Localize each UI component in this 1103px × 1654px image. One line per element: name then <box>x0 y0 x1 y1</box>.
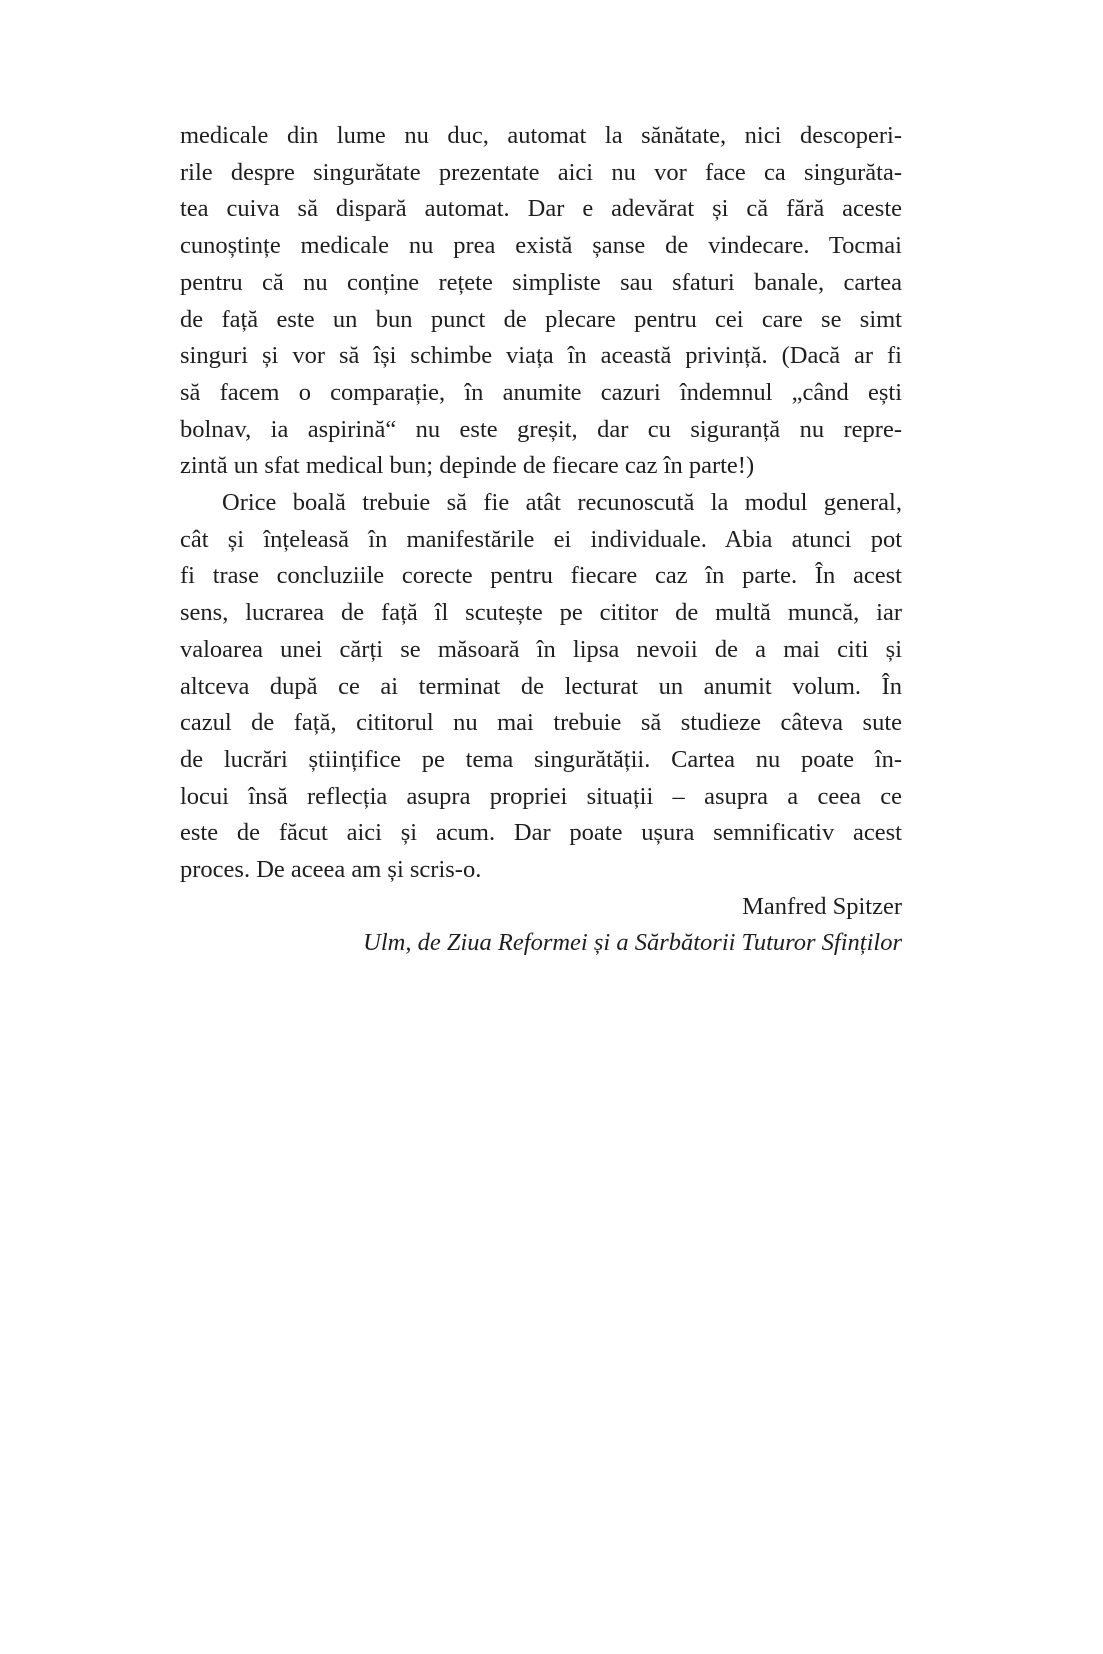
text-line: este de făcut aici și acum. Dar poate ușura semnificativ acest <box>180 819 902 847</box>
text-line: zintă un sfat medical bun; depinde de fiecare caz în parte!) <box>180 452 755 480</box>
text-line: pentru că nu conține rețete simpliste sau sfaturi banale, cartea <box>180 268 902 296</box>
page-text-block <box>180 118 902 962</box>
text-line: singuri și vor să își schimbe viața în această privință. (Dacă ar fi <box>180 342 902 370</box>
paragraph-2 <box>180 485 902 889</box>
text-line: altceva după ce ai terminat de lecturat un anumit volum. În <box>180 672 902 700</box>
text-line: tea cuiva să dispară automat. Dar e adevărat și că fără aceste <box>180 195 902 223</box>
text-line: de lucrări științifice pe tema singurătății. Cartea nu poate în- <box>180 745 902 773</box>
text-line: fi trase concluziile corecte pentru fiecare caz în parte. În acest <box>180 562 902 590</box>
text-line: de față este un bun punct de plecare pentru cei care se simt <box>180 305 902 333</box>
text-line: cazul de față, cititorul nu mai trebuie să studieze câteva sute <box>180 709 902 737</box>
text-line: rile despre singurătate prezentate aici nu vor face ca singurăta- <box>180 158 902 186</box>
paragraph-1 <box>180 118 902 485</box>
signature-block <box>180 889 902 962</box>
text-line: locui însă reflecția asupra propriei situații – asupra a ceea ce <box>180 782 902 810</box>
text-line: valoarea unei cărți se măsoară în lipsa nevoii de a mai citi și <box>180 635 902 663</box>
text-line: să facem o comparație, în anumite cazuri îndemnul „când ești <box>180 378 902 406</box>
text-line: sens, lucrarea de față îl scutește pe cititor de multă muncă, iar <box>180 599 902 627</box>
text-line: medicale din lume nu duc, automat la sănătate, nici descoperi- <box>180 122 902 149</box>
text-line: Orice boală trebuie să fie atât recunoscută la modul general, <box>222 489 902 517</box>
text-line: proces. De aceea am și scris-o. <box>180 856 482 884</box>
text-line: cunoștințe medicale nu prea există șanse de vindecare. Tocmai <box>180 232 902 260</box>
signature-dateline: Ulm, de Ziua Reformei și a Sărbătorii Tuturor Sfinților <box>363 929 902 957</box>
text-line: bolnav, ia aspirină“ nu este greșit, dar cu siguranță nu repre- <box>180 415 902 443</box>
signature-author: Manfred Spitzer <box>742 892 902 920</box>
text-line: cât și înțeleasă în manifestările ei individuale. Abia atunci pot <box>180 525 902 553</box>
